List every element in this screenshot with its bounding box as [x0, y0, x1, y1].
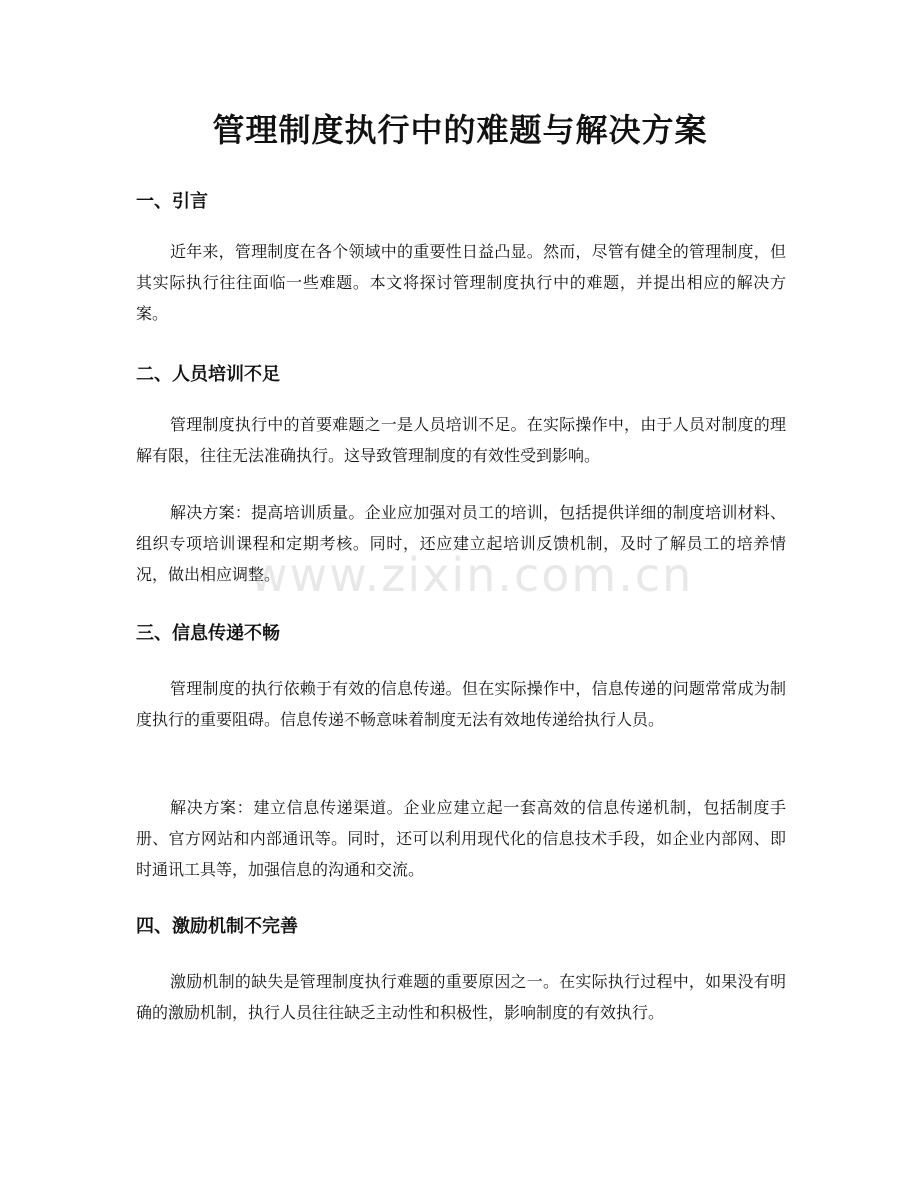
watermark: www.zixin.com.cn — [250, 548, 694, 602]
section-heading-training: 二、人员培训不足 — [136, 364, 280, 385]
section-heading-incentives: 四、激励机制不完善 — [136, 916, 298, 937]
section-heading-introduction: 一、引言 — [136, 191, 208, 212]
paragraph-training-solution: 解决方案：提高培训质量。企业应加强对员工的培训，包括提供详细的制度培训材料、组织专项培训课程和定期考核。同时，还应建立起培训反馈机制，及时了解员工的培养情况，做出相应调整。 — [136, 503, 786, 584]
paragraph-communication-solution: 解决方案：建立信息传递渠道。企业应建立起一套高效的信息传递机制，包括制度手册、官方网站和内部通讯等。同时，还可以利用现代化的信息技术手段，如企业内部网、即时通讯工具等，加强信息的沟通和交流。 — [136, 798, 786, 879]
paragraph-training-problem: 管理制度执行中的首要难题之一是人员培训不足。在实际操作中，由于人员对制度的理解有限，往往无法准确执行。这导致管理制度的有效性受到影响。 — [136, 415, 786, 465]
paragraph-incentives-problem: 激励机制的缺失是管理制度执行难题的重要原因之一。在实际执行过程中，如果没有明确的激励机制，执行人员往往缺乏主动性和积极性，影响制度的有效执行。 — [136, 972, 786, 1022]
section-heading-communication: 三、信息传递不畅 — [136, 623, 280, 644]
paragraph-communication-problem: 管理制度的执行依赖于有效的信息传递。但在实际操作中，信息传递的问题常常成为制度执行的重要阻碍。信息传递不畅意味着制度无法有效地传递给执行人员。 — [136, 679, 786, 729]
paragraph-introduction: 近年来，管理制度在各个领域中的重要性日益凸显。然而，尽管有健全的管理制度，但其实际执行往往面临一些难题。本文将探讨管理制度执行中的难题，并提出相应的解决方案。 — [136, 242, 786, 323]
page-title: 管理制度执行中的难题与解决方案 — [212, 111, 708, 149]
